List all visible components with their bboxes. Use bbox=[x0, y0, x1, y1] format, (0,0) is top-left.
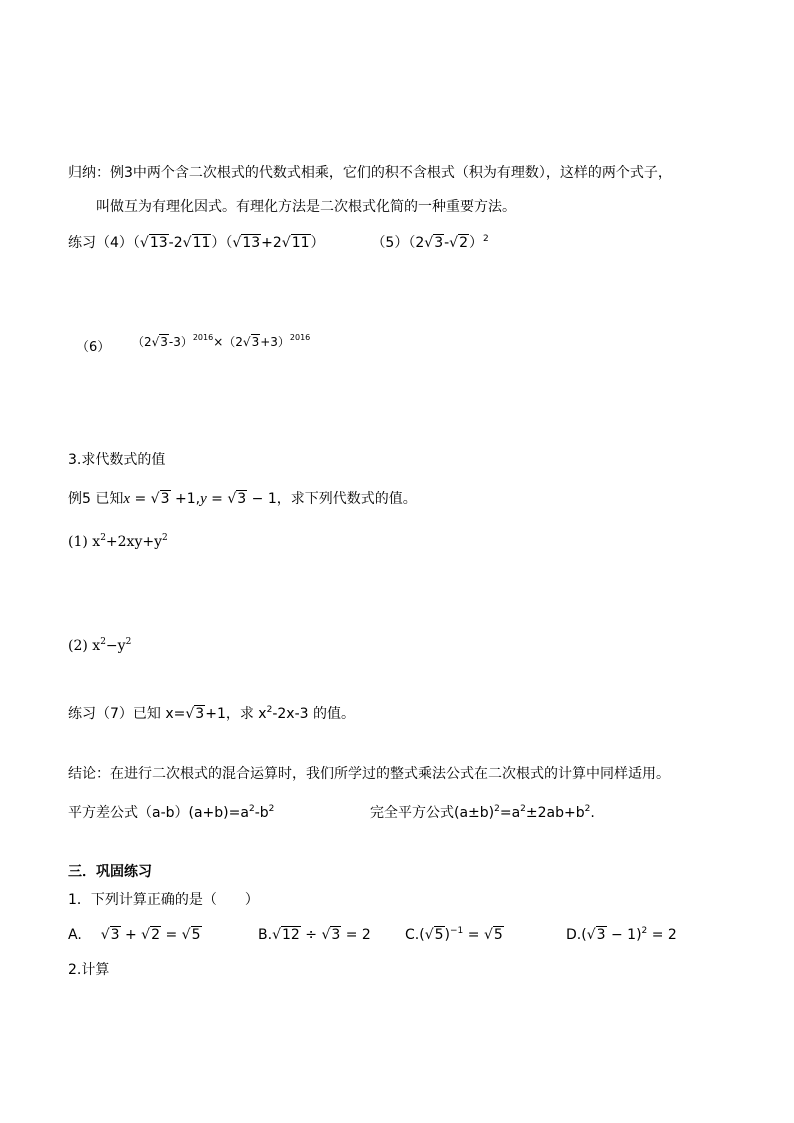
mc1-question: 1．下列计算正确的是（ ） bbox=[68, 892, 259, 908]
exponent: 2 bbox=[483, 234, 489, 244]
q2-label: (2) x bbox=[68, 638, 101, 654]
perfect-mid: =a bbox=[499, 805, 521, 821]
exponent: 2 bbox=[268, 804, 275, 814]
diff-mid: -b bbox=[254, 805, 269, 821]
equals-2: = 2 bbox=[341, 927, 371, 943]
paren: ） bbox=[469, 235, 484, 251]
formula-difference-of-squares bbox=[68, 803, 274, 823]
q2-mid: −y bbox=[105, 638, 126, 654]
var-x: x bbox=[123, 491, 131, 507]
q1-label: (1) x bbox=[68, 534, 101, 550]
plus-3: +3） bbox=[260, 335, 290, 349]
sqrt-3: √3 bbox=[321, 927, 341, 943]
sqrt-13: √13 bbox=[232, 235, 261, 251]
divide: ÷ bbox=[300, 927, 322, 943]
summary-line-2: 叫做互为有理化因式。有理化方法是二次根式化简的一种重要方法。 bbox=[96, 199, 516, 215]
equals-2: = 2 bbox=[647, 927, 677, 943]
question-2-calc: 2.计算 bbox=[68, 962, 110, 978]
sqrt-2: √2 bbox=[449, 235, 469, 251]
option-d-label: D. bbox=[566, 927, 582, 943]
sqrt-3: √3 bbox=[100, 927, 120, 943]
exponent: 2 bbox=[641, 926, 648, 936]
practice-6 bbox=[76, 333, 311, 358]
sqrt-11: √11 bbox=[281, 235, 310, 251]
mc1-option-a bbox=[68, 925, 202, 945]
exponent: 2 bbox=[100, 637, 106, 647]
exponent: 2 bbox=[584, 804, 591, 814]
plus: + bbox=[120, 927, 142, 943]
exponent: 2 bbox=[248, 804, 255, 814]
sqrt-3: √3 bbox=[151, 335, 168, 349]
sqrt-5: √5 bbox=[483, 927, 503, 943]
minus: - bbox=[444, 235, 450, 251]
practice-6-label: （6） bbox=[76, 340, 111, 355]
paren: ( bbox=[581, 927, 587, 943]
minus-1: − 1) bbox=[606, 927, 642, 943]
exponent: 2 bbox=[100, 533, 106, 543]
section-3-title: 3.求代数式的值 bbox=[68, 452, 166, 468]
paren: ） bbox=[310, 235, 325, 251]
sqrt-13: √13 bbox=[139, 235, 168, 251]
mc1-option-c bbox=[405, 925, 504, 945]
times: ×（2 bbox=[213, 335, 243, 349]
option-c-label: C. bbox=[405, 927, 420, 943]
exponent: 2 bbox=[266, 705, 273, 715]
exponent: 2 bbox=[520, 804, 526, 814]
sqrt-3: √3 bbox=[586, 927, 606, 943]
mc1-option-d bbox=[566, 925, 677, 945]
mc1-option-b bbox=[258, 925, 371, 945]
sqrt-2: √2 bbox=[141, 927, 161, 943]
practice-7 bbox=[68, 704, 355, 724]
sqrt-3: √3 bbox=[424, 235, 444, 251]
sqrt-3: √3 bbox=[150, 491, 170, 507]
example-5-suffix: ，求下列代数式的值。 bbox=[276, 491, 417, 507]
practice-4-label: 练习（4） bbox=[68, 235, 133, 251]
practice-6-expr bbox=[132, 335, 310, 349]
option-a-label: A. bbox=[68, 927, 82, 943]
sqrt-3: √3 bbox=[242, 335, 260, 349]
practice-7-suffix: -2x-3 的值。 bbox=[272, 706, 355, 722]
equals: = bbox=[130, 491, 151, 507]
practice-5-label: （5）（2 bbox=[371, 235, 425, 251]
practice-7-prefix: 练习（7）已知 x= bbox=[68, 706, 186, 722]
practice-7-mid: +1，求 x bbox=[205, 706, 267, 722]
section-three-title: 三．巩固练习 bbox=[68, 864, 152, 880]
exponent: 2 bbox=[125, 637, 132, 647]
sqrt-3: √3 bbox=[185, 706, 205, 722]
summary-line-1: 归纳：例3中两个含二次根式的代数式相乘，它们的积不含根式（积为有理数），这样的两个式子， bbox=[68, 165, 672, 181]
equals: = bbox=[463, 927, 484, 943]
option-b-label: B. bbox=[258, 927, 273, 943]
example-5-prefix: 例5 已知 bbox=[68, 491, 124, 507]
minus-1: − 1 bbox=[247, 491, 277, 507]
paren: ）（ bbox=[211, 235, 233, 251]
sqrt-11: √11 bbox=[182, 235, 211, 251]
perfect-label: 完全平方公式(a±b) bbox=[370, 805, 495, 821]
var-y: y bbox=[200, 491, 207, 507]
example-5 bbox=[68, 489, 417, 509]
exponent: 2 bbox=[162, 533, 168, 543]
sqrt-5: √5 bbox=[181, 927, 201, 943]
paren: ( bbox=[419, 927, 425, 943]
sqrt-12: √12 bbox=[272, 927, 300, 943]
minus-3: -3） bbox=[168, 335, 193, 349]
q1-mid: +2xy+y bbox=[105, 534, 163, 550]
perfect-mid-2: ±2ab+b bbox=[525, 805, 585, 821]
paren: （ bbox=[132, 235, 140, 251]
period: . bbox=[590, 805, 595, 821]
diff-label: 平方差公式（a-b）(a+b)=a bbox=[68, 805, 249, 821]
exponent: 2 bbox=[494, 804, 500, 814]
minus-2: -2 bbox=[168, 235, 183, 251]
plus-1: +1, bbox=[170, 491, 201, 507]
paren: （2 bbox=[131, 335, 152, 349]
sqrt-3: √3 bbox=[227, 491, 247, 507]
exponent: −1 bbox=[450, 926, 464, 936]
formula-perfect-square bbox=[370, 803, 595, 823]
equals: = bbox=[206, 491, 228, 507]
exponent: 2016 bbox=[289, 333, 311, 342]
question-1 bbox=[68, 532, 168, 552]
equals: = bbox=[161, 927, 182, 943]
conclusion: 结论：在进行二次根式的混合运算时，我们所学过的整式乘法公式在二次根式的计算中同样适用。 bbox=[68, 766, 670, 782]
plus-2: +2 bbox=[261, 235, 282, 251]
exponent: 2016 bbox=[192, 333, 214, 342]
paren: ) bbox=[444, 927, 451, 943]
question-2 bbox=[68, 636, 131, 656]
sqrt-5: √5 bbox=[424, 927, 444, 943]
practice-4-5 bbox=[68, 233, 489, 253]
